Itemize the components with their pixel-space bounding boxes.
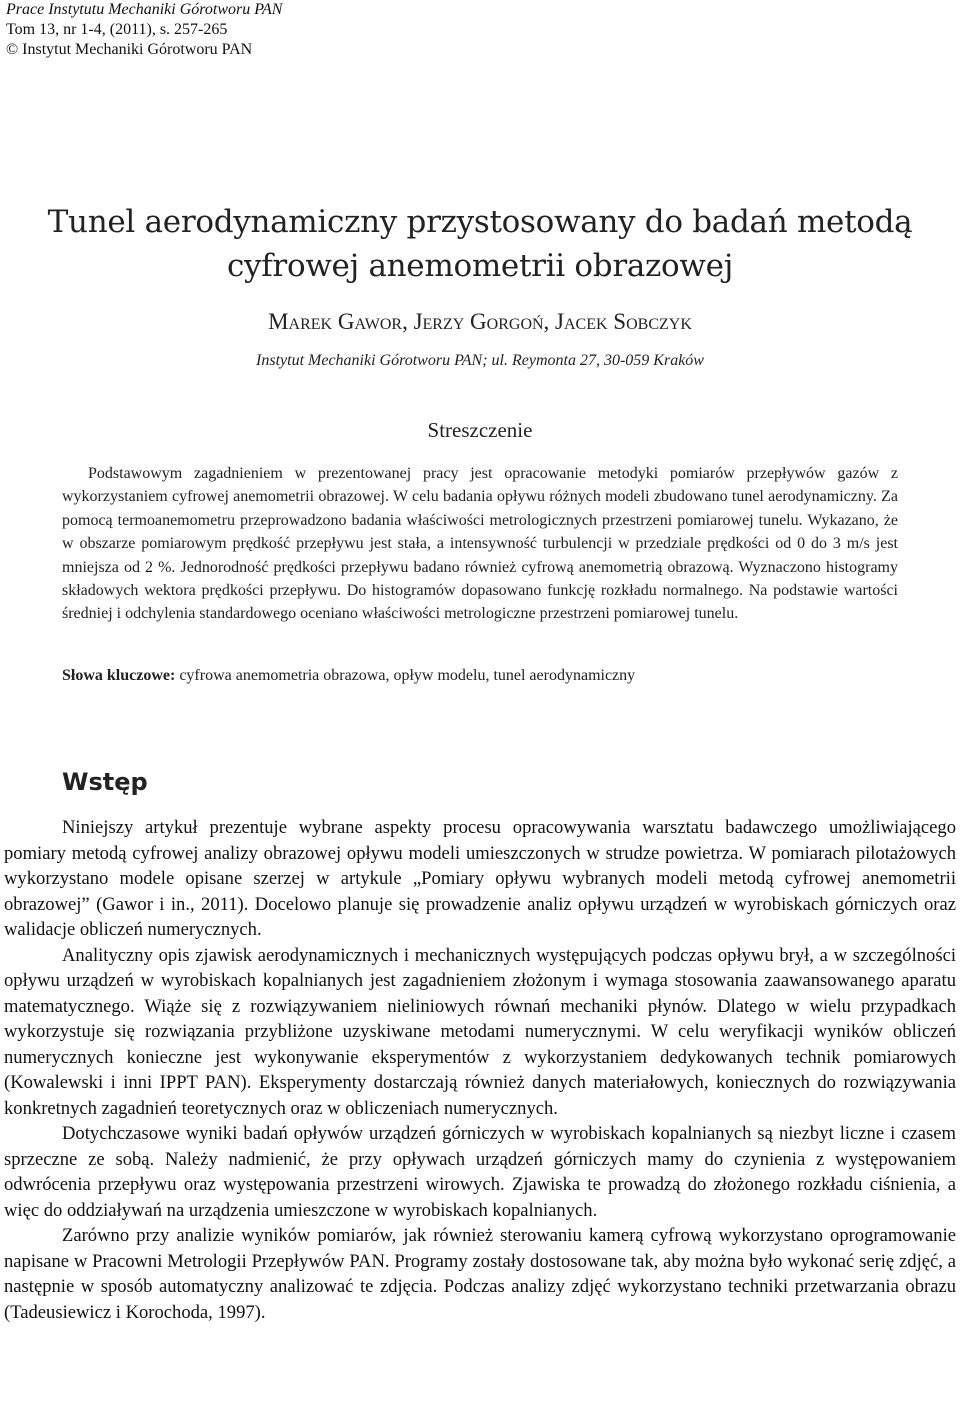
title-line-2: cyfrowej anemometrii obrazowej [226,248,734,284]
body-paragraph: Niniejszy artykuł prezentuje wybrane aspekty procesu opracowywania warsztatu badawczego umożliwiającego pomiary metodą cyfrowej analizy obrazowej opływu modeli umieszczonych w strudze powietrza. W pomiarach pilotażowych wykorzystano modele opisane szerzej w artykule „Pomiary opływu wybranych modeli metodą cyfrowej anemometrii obrazowej” (Gawor i in., 2011). Docelowo planuje się prowadzenie analiz opływu urządzeń w wyrobiskach górniczych oraz walidacje obliczeń numerycznych. [4,817,956,940]
section-heading: Wstęp [62,768,148,796]
body-paragraph: Dotychczasowe wyniki badań opływów urządzeń górniczych w wyrobiskach kopalnianych są niezbyt liczne i czasem sprzeczne ze sobą. Należy nadmienić, że przy opływach urządzeń górniczych mamy do czynienia z występowaniem odwrócenia przepływu oraz występowania przestrzeni wirowych. Zjawiska te prowadzą do złożonego rozkładu ciśnienia, a więc do oddziaływań na urządzenia umieszczone w wyrobiskach kopalnianych. [4,1123,956,1221]
section-body [4,815,956,1325]
keywords [62,665,898,687]
journal-name: Prace Instytutu Mechaniki Górotworu PAN [6,1,283,18]
keywords-text: cyfrowa anemometria obrazowa, opływ modelu, tunel aerodynamiczny [175,667,636,684]
paper-title [0,200,960,288]
journal-header [6,0,282,60]
affiliation: Instytut Mechaniki Górotworu PAN; ul. Reymonta 27, 30-059 Kraków [256,352,704,369]
keywords-label: Słowa kluczowe: [62,667,176,684]
abstract-text: Podstawowym zagadnieniem w prezentowanej pracy jest opracowanie metodyki pomiarów przepływów gazów z wykorzystaniem cyfrowej anemometrii obrazowej. W celu badania opływu różnych modeli zbudowano tunel aerodynamiczny. Za pomocą termoanemometru przeprowadzono badania właściwości metrologicznych przestrzeni pomiarowej tunelu. Wykazano, że w obszarze pomiarowym prędkość przepływu jest stała, a intensywność turbulencji w przedziale prędkości od 0 do 3 m/s jest mniejsza od 2 %. Jednorodność prędkości przepływu badano również cyfrową anemometrią obrazową. Wyznaczono histogramy składowych wektora prędkości przepływu. Do histogramów dopasowano funkcję rozkładu normalnego. Na podstawie wartości średniej i odchylenia standardowego oceniano właściwości metrologiczne przestrzeni pomiarowej tunelu. [62,465,898,623]
authors: Marek Gawor, Jerzy Gorgoń, Jacek Sobczyk [268,309,692,334]
abstract-heading: Streszczenie [427,418,533,442]
body-paragraph: Analityczny opis zjawisk aerodynamicznych i mechanicznych występujących podczas opływu brył, a w szczególności opływu urządzeń w wyrobiskach kopalnianych jest zagadnieniem złożonym i wymaga stosowania zaawansowanego aparatu matematycznego. Wiąże się z rozwiązywaniem nieliniowych równań mechaniki płynów. Dlatego w wielu przypadkach wykorzystuje się rozwiązania przybliżone uzyskiwane metodami numerycznymi. W celu weryfikacji wyników obliczeń numerycznych konieczne jest wykonywanie eksperymentów z wykorzystaniem dedykowanych technik pomiarowych (Kowalewski i inni IPPT PAN). Eksperymenty dostarczają również danych materiałowych, koniecznych do rozwiązywania konkretnych zagadnień teoretycznych oraz w obliczeniach numerycznych. [4,944,956,1119]
abstract [62,462,898,626]
title-line-1: Tunel aerodynamiczny przystosowany do badań metodą [47,204,913,240]
body-paragraph: Zarówno przy analizie wyników pomiarów, jak również sterowaniu kamerą cyfrową wykorzystano oprogramowanie napisane w Pracowni Metrologii Przepływów PAN. Programy zostały dostosowane tak, aby można było wykonać serię zdjęć, a następnie w sposób automatyczny analizować te zdjęcia. Podczas analizy zdjęć wykorzystano techniki przetwarzania obrazu (Tadeusiewicz i Korochoda, 1997). [4,1225,956,1323]
volume-info: Tom 13, nr 1-4, (2011), s. 257-265 [6,21,228,38]
copyright-line: © Instytut Mechaniki Górotworu PAN [6,41,253,58]
